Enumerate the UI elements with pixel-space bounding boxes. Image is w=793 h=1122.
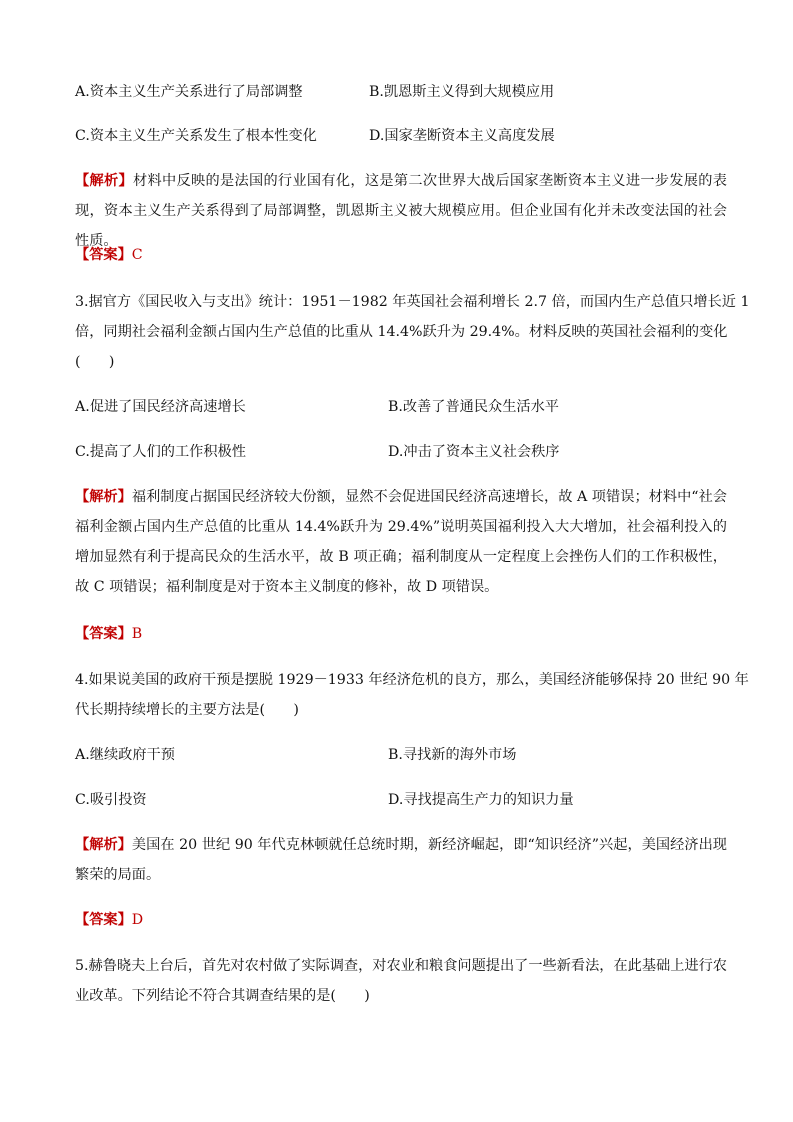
answer-value: C <box>131 247 143 263</box>
q2-option-a: A.资本主义生产关系进行了局部调整 <box>75 84 303 100</box>
q3-stem-line-1: 3.据官方《国民收入与支出》统计：1951－1982 年英国社会福利增长 2.7 倍，而国内生产总值只增长近 1 <box>75 294 750 310</box>
analysis-text: 福利制度占据国民经济较大份额，显然不会促进国民经济高速增长，故 A 项错误；材料中“社会福利金额占国内生产总值的比重从 14.4%跃升为 29.4%”说明英国福利投入大大增加，社会福利投入的增加显然有利于提高民众的生活水平，故 B 项正确；福利制度从一定程度上会挫伤人们的工作积极性，故 C 项错误；福利制度是对于资本主义制度的修补，故 D 项错误。 <box>75 489 727 595</box>
analysis-tag: 【解析】 <box>75 173 133 189</box>
q2-option-d: D.国家垄断资本主义高度发展 <box>369 128 555 144</box>
q3-option-d: D.冲击了资本主义社会秩序 <box>388 444 560 460</box>
q3-stem-line-3: ( ) <box>75 354 115 370</box>
q4-option-a: A.继续政府干预 <box>75 747 175 763</box>
q3-answer <box>75 624 142 644</box>
q4-stem-line-1: 4.如果说美国的政府干预是摆脱 1929－1933 年经济危机的良方，那么，美国经济能够保持 20 世纪 90 年 <box>75 672 749 688</box>
q3-option-c: C.提高了人们的工作积极性 <box>75 444 246 460</box>
q2-option-c: C.资本主义生产关系发生了根本性变化 <box>75 128 317 144</box>
analysis-text: 美国在 20 世纪 90 年代克林顿就任总统时期，新经济崛起，即“知识经济”兴起，美国经济出现繁荣的局面。 <box>75 837 727 883</box>
q5-stem-line-1: 5.赫鲁晓夫上台后，首先对农村做了实际调查，对农业和粮食问题提出了一些新看法，在此基础上进行农 <box>75 958 727 974</box>
analysis-tag: 【解析】 <box>75 489 132 505</box>
answer-tag: 【答案】 <box>75 247 132 263</box>
q3-analysis <box>75 482 727 602</box>
analysis-text: 材料中反映的是法国的行业国有化，这是第二次世界大战后国家垄断资本主义进一步发展的表现，资本主义生产关系得到了局部调整，凯恩斯主义被大规模应用。但企业国有化并未改变法国的社会性质。 <box>75 173 727 249</box>
q4-option-d: D.寻找提高生产力的知识力量 <box>388 792 574 808</box>
analysis-tag: 【解析】 <box>75 837 132 853</box>
q3-stem-line-2: 倍，同期社会福利金额占国内生产总值的比重从 14.4%跃升为 29.4%。材料反映的英国社会福利的变化 <box>75 324 728 340</box>
q3-option-b: B.改善了普通民众生活水平 <box>388 399 559 415</box>
q2-option-b: B.凯恩斯主义得到大规模应用 <box>369 84 555 100</box>
q3-option-a: A.促进了国民经济高速增长 <box>75 399 246 415</box>
q4-option-c: C.吸引投资 <box>75 792 147 808</box>
answer-value: D <box>131 912 144 928</box>
answer-tag: 【答案】 <box>75 912 132 928</box>
answer-tag: 【答案】 <box>75 626 132 642</box>
q4-answer <box>75 910 143 930</box>
q2-answer <box>75 245 143 265</box>
q4-analysis <box>75 830 727 890</box>
q2-analysis <box>75 166 727 256</box>
q5-stem-line-2: 业改革。下列结论不符合其调查结果的是( ) <box>75 988 370 1004</box>
q4-stem-line-2: 代长期持续增长的主要方法是( ) <box>75 702 299 718</box>
q4-option-b: B.寻找新的海外市场 <box>388 747 517 763</box>
answer-value: B <box>131 626 143 642</box>
